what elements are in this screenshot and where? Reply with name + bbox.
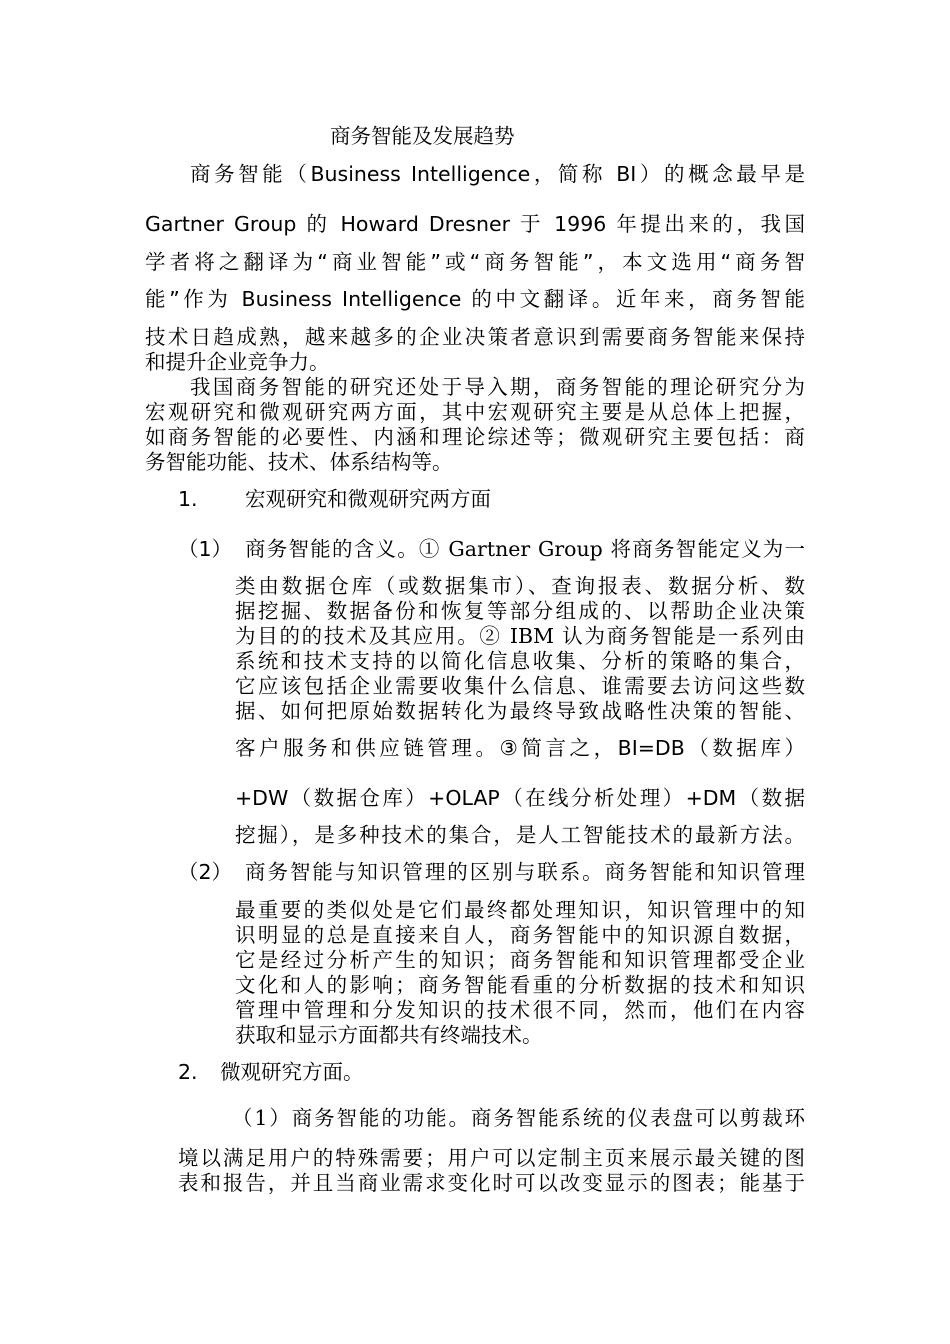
heading-1-text: 宏观研究和微观研究两方面 (245, 487, 491, 511)
paragraph-3-line-2: 境以满足用户的特殊需要；用户可以定制主页来展示最关键的图 (178, 1146, 805, 1170)
paragraph-3-line-1: （1）商务智能的功能。商务智能系统的仪表盘可以剪裁环 (232, 1106, 805, 1130)
item-2-line-6: 管理中管理和分发知识的技术很不同，然而，他们在内容 (235, 998, 805, 1022)
item-2-line-2: 最重要的类似处是它们最终都处理知识，知识管理中的知 (235, 898, 805, 922)
item-1-line-10: 挖掘），是多种技术的集合，是人工智能技术的最新方法。 (235, 823, 805, 847)
item-1-line-4: 为目的的技术及其应用。② IBM 认为商务智能是一系列由 (235, 624, 805, 648)
item-2-line-4: 它是经过分析产生的知识；商务智能和知识管理都受企业 (235, 948, 805, 972)
paragraph-1-line-2: Gartner Group 的 Howard Dresner 于 1996 年提出来的，我国 (145, 212, 805, 236)
paragraph-2-line-2: 宏观研究和微观研究两方面，其中宏观研究主要是从总体上把握， (145, 400, 805, 424)
item-1-line-6: 它应该包括企业需要收集什么信息、谁需要去访问这些数 (235, 674, 805, 698)
item-2-line-3: 识明显的总是直接来自人，商务智能中的知识源自数据， (235, 923, 805, 947)
heading-2-number: 2. (178, 1060, 198, 1084)
paragraph-1-line-5: 技术日趋成熟，越来越多的企业决策者意识到需要商务智能来保持 (145, 325, 805, 349)
paragraph-1-line-4: 能”作为 Business Intelligence 的中文翻译。近年来，商务智能 (145, 287, 805, 311)
paragraph-1-line-3: 学者将之翻译为“商业智能”或“商务智能”，本文选用“商务智 (145, 250, 805, 274)
item-2-line-1: 商务智能与知识管理的区别与联系。商务智能和知识管理 (245, 860, 805, 884)
paragraph-1-line-1: 商务智能（Business Intelligence，简称 BI）的概念最早是 (190, 162, 805, 186)
document-title: 商务智能及发展趋势 (330, 124, 515, 148)
heading-2-text: 微观研究方面。 (220, 1060, 364, 1084)
item-1-number: （1） (178, 537, 233, 561)
item-1-line-1: 商务智能的含义。① Gartner Group 将商务智能定义为一 (245, 537, 805, 561)
item-1-line-9: +DW（数据仓库）+OLAP（在线分析处理）+DM（数据 (235, 786, 805, 810)
paragraph-1-line-6: 和提升企业竞争力。 (145, 350, 330, 374)
heading-1-number: 1. (178, 487, 198, 511)
item-1-line-7: 据、如何把原始数据转化为最终导致战略性决策的智能、 (235, 699, 805, 723)
paragraph-2-line-4: 务智能功能、技术、体系结构等。 (145, 450, 453, 474)
item-1-line-2: 类由数据仓库（或数据集市）、查询报表、数据分析、数 (235, 574, 805, 598)
item-1-line-8: 客户服务和供应链管理。③简言之，BI=DB（数据库） (235, 736, 805, 760)
item-1-line-5: 系统和技术支持的以简化信息收集、分析的策略的集合， (235, 649, 805, 673)
paragraph-3-line-3: 表和报告，并且当商业需求变化时可以改变显示的图表；能基于 (178, 1171, 805, 1195)
paragraph-2-line-1: 我国商务智能的研究还处于导入期，商务智能的理论研究分为 (190, 375, 805, 399)
item-2-line-7: 获取和显示方面都共有终端技术。 (235, 1023, 543, 1047)
paragraph-2-line-3: 如商务智能的必要性、内涵和理论综述等；微观研究主要包括：商 (145, 425, 805, 449)
item-2-number: （2） (178, 860, 233, 884)
item-2-line-5: 文化和人的影响；商务智能看重的分析数据的技术和知识 (235, 973, 805, 997)
item-1-line-3: 据挖掘、数据备份和恢复等部分组成的、以帮助企业决策 (235, 599, 805, 623)
